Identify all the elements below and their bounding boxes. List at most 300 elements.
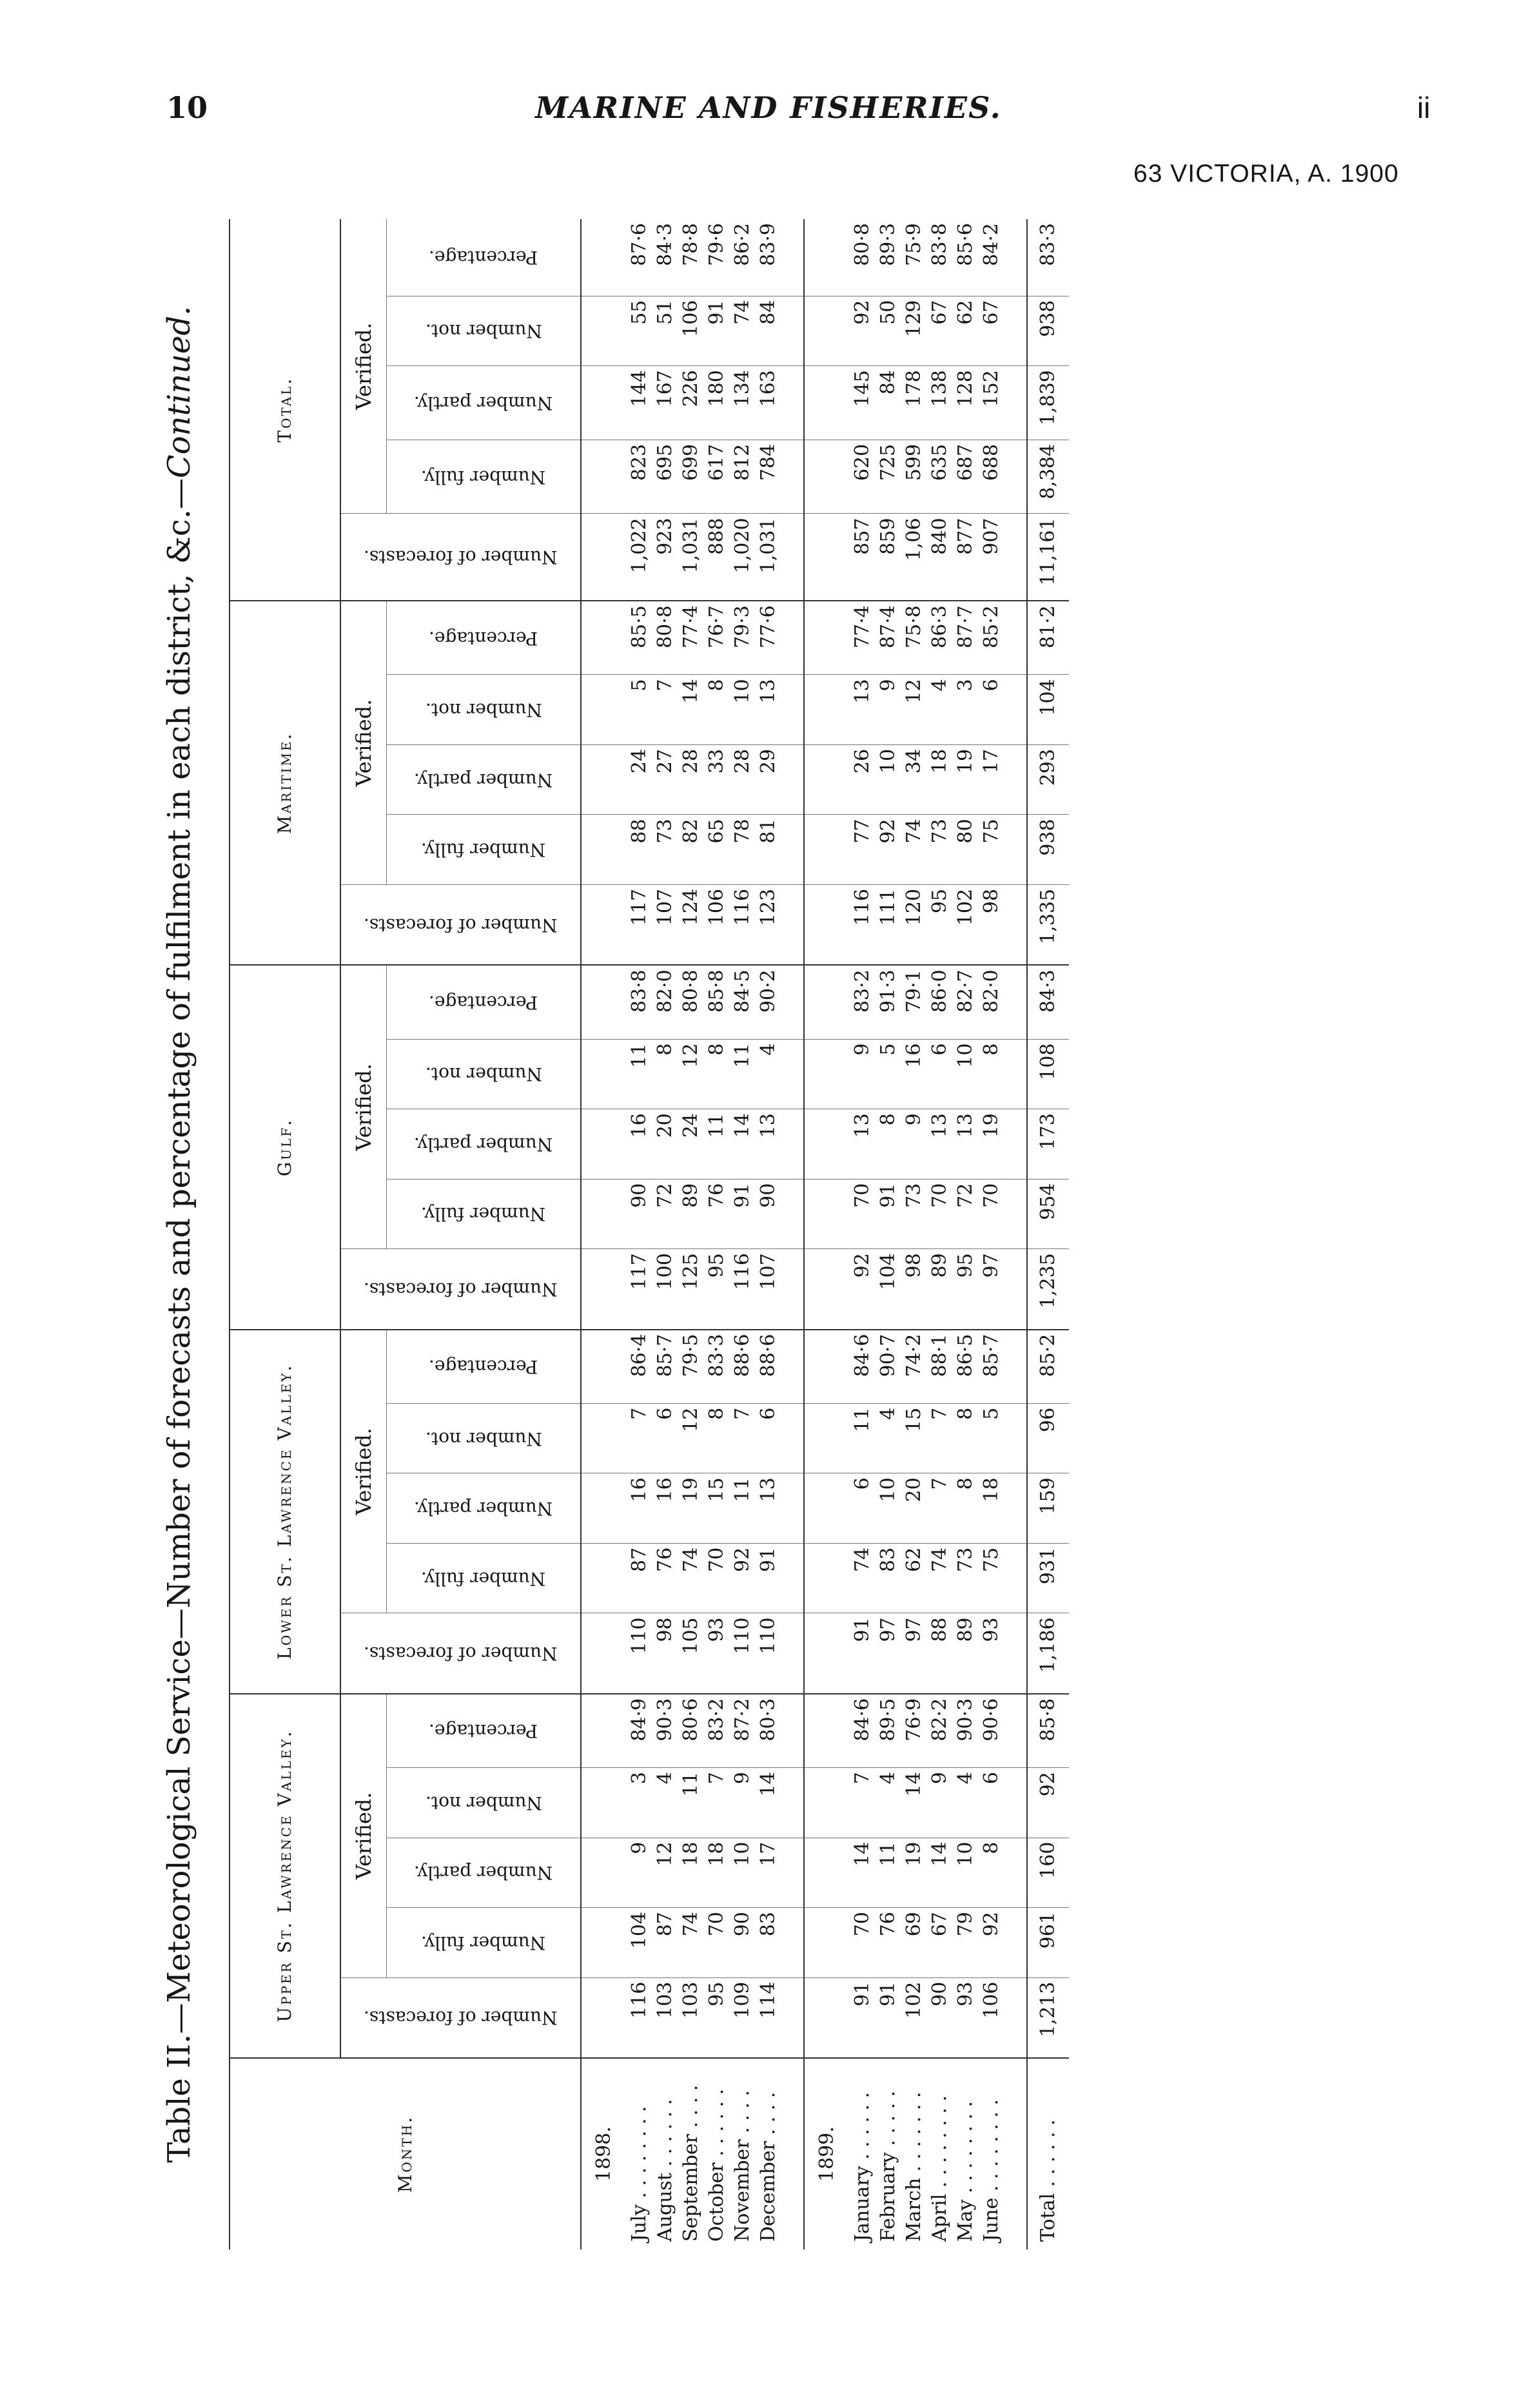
- column-label-text: Number fully.: [421, 466, 546, 488]
- empty-cell: [1004, 366, 1027, 440]
- value-cell: 95: [953, 1249, 979, 1330]
- value-cell: 109: [730, 1977, 756, 2058]
- value-cell: 13: [756, 1473, 781, 1544]
- value-cell: 599: [901, 440, 927, 514]
- value-cell: 11: [678, 1768, 704, 1838]
- empty-cell: [804, 1613, 850, 1694]
- table-row: [678, 219, 704, 2249]
- value-cell: 812: [730, 440, 756, 514]
- value-cell: 8: [704, 675, 730, 745]
- value-cell: 823: [627, 440, 652, 514]
- spacer-row: [781, 219, 804, 2249]
- empty-cell: [781, 1403, 804, 1473]
- empty-cell: [804, 514, 850, 601]
- value-cell: 97: [901, 1613, 927, 1694]
- empty-cell: [1004, 1768, 1027, 1838]
- table-title-text: Table II.—Meteorological Service—Number of forecasts and percentage of fulfilment in each district, &c.—: [161, 478, 197, 2163]
- value-cell: 129: [901, 296, 927, 366]
- value-cell: 145: [850, 366, 876, 440]
- value-cell: 91: [850, 1613, 876, 1694]
- table-row: [979, 219, 1004, 2249]
- value-cell: 699: [678, 440, 704, 514]
- column-label-fully: [387, 440, 582, 514]
- empty-cell: [804, 965, 850, 1039]
- value-cell: 91: [876, 1179, 901, 1249]
- column-label-forecasts: [340, 1613, 581, 1694]
- value-cell: 93: [704, 1613, 730, 1694]
- empty-cell: [804, 1543, 850, 1613]
- value-cell: 9: [730, 1768, 756, 1838]
- value-cell: 92: [979, 1908, 1004, 1978]
- month-cell: November . . . .: [731, 2090, 754, 2242]
- value-cell: 77·4: [678, 601, 704, 675]
- total-value-cell: 1,839: [1027, 366, 1069, 440]
- empty-cell: [804, 1838, 850, 1908]
- column-label-pct: [387, 219, 582, 296]
- district-header: Total.: [230, 219, 340, 601]
- value-cell: 89: [953, 1613, 979, 1694]
- column-label-text: Number fully.: [421, 1568, 546, 1589]
- value-cell: 90: [627, 1179, 652, 1249]
- value-cell: 76·9: [901, 1694, 927, 1768]
- empty-cell: [1004, 1543, 1027, 1613]
- value-cell: 144: [627, 366, 652, 440]
- value-cell: 1,031: [678, 514, 704, 601]
- empty-cell: [581, 366, 627, 440]
- value-cell: 725: [876, 440, 901, 514]
- value-cell: 78: [730, 815, 756, 885]
- value-cell: 73: [901, 1179, 927, 1249]
- value-cell: 104: [627, 1908, 652, 1978]
- empty-cell: [804, 884, 850, 965]
- value-cell: 90·2: [756, 965, 781, 1039]
- value-cell: 84·6: [850, 1330, 876, 1404]
- value-cell: 4: [927, 675, 953, 745]
- value-cell: 90: [756, 1179, 781, 1249]
- value-cell: 180: [704, 366, 730, 440]
- column-label-forecasts: [340, 1249, 581, 1330]
- month-cell: April . . . . . . . .: [928, 2095, 951, 2242]
- value-cell: 123: [756, 884, 781, 965]
- column-label-text: Number of forecasts.: [364, 914, 558, 936]
- value-cell: 77·4: [850, 601, 876, 675]
- value-cell: 92: [876, 815, 901, 885]
- column-label-pct: [387, 601, 582, 675]
- value-cell: 14: [901, 1768, 927, 1838]
- total-value-cell: 83·3: [1027, 219, 1069, 296]
- empty-cell: [781, 965, 804, 1039]
- empty-cell: [581, 965, 627, 1039]
- value-cell: 12: [901, 675, 927, 745]
- value-cell: 90: [730, 1908, 756, 1978]
- value-cell: 12: [678, 1403, 704, 1473]
- value-cell: 14: [927, 1838, 953, 1908]
- value-cell: 6: [979, 1768, 1004, 1838]
- empty-cell: [781, 514, 804, 601]
- total-value-cell: 11,161: [1027, 514, 1069, 601]
- page-number: 10: [166, 90, 208, 125]
- value-cell: 18: [704, 1838, 730, 1908]
- column-label-not: [387, 1403, 582, 1473]
- value-cell: 70: [979, 1179, 1004, 1249]
- value-cell: 87: [652, 1908, 678, 1978]
- value-cell: 74: [901, 815, 927, 885]
- value-cell: 11: [627, 1039, 652, 1109]
- value-cell: 14: [678, 675, 704, 745]
- district-header: Lower St. Lawrence Valley.: [230, 1330, 340, 1694]
- value-cell: 97: [979, 1249, 1004, 1330]
- value-cell: 13: [756, 675, 781, 745]
- value-cell: 75·8: [901, 601, 927, 675]
- value-cell: 75: [979, 1543, 1004, 1613]
- value-cell: 88·1: [927, 1330, 953, 1404]
- value-cell: 82: [678, 815, 704, 885]
- column-label-text: Number partly.: [414, 392, 553, 414]
- empty-cell: [804, 601, 850, 675]
- year-row: [804, 219, 850, 2249]
- total-value-cell: 938: [1027, 815, 1069, 885]
- column-label-text: Percentage.: [429, 1720, 538, 1742]
- value-cell: 24: [627, 744, 652, 815]
- value-cell: 84·6: [850, 1694, 876, 1768]
- value-cell: 78·8: [678, 219, 704, 296]
- value-cell: 4: [876, 1768, 901, 1838]
- column-label-text: Percentage.: [429, 627, 538, 649]
- value-cell: 85·2: [979, 601, 1004, 675]
- total-value-cell: 1,186: [1027, 1613, 1069, 1694]
- empty-cell: [581, 744, 627, 815]
- value-cell: 226: [678, 366, 704, 440]
- column-label-partly: [387, 1109, 582, 1180]
- value-cell: 26: [850, 744, 876, 815]
- month-cell: June . . . . . . . .: [980, 2099, 1003, 2242]
- total-value-cell: 96: [1027, 1403, 1069, 1473]
- column-label-text: Percentage.: [429, 1356, 538, 1378]
- value-cell: 79·3: [730, 601, 756, 675]
- verified-header: Verified.: [340, 1694, 387, 1977]
- column-label-text: Number of forecasts.: [364, 1643, 558, 1665]
- table-row: [652, 219, 678, 2249]
- empty-cell: [1004, 440, 1027, 514]
- value-cell: 50: [876, 296, 901, 366]
- column-label-text: Number not.: [425, 320, 542, 342]
- value-cell: 80·3: [756, 1694, 781, 1768]
- column-label-partly: [387, 1473, 582, 1544]
- value-cell: 82·0: [652, 965, 678, 1039]
- value-cell: 90·7: [876, 1330, 901, 1404]
- empty-cell: [1004, 965, 1027, 1039]
- value-cell: 98: [901, 1249, 927, 1330]
- value-cell: 86·2: [730, 219, 756, 296]
- column-label-fully: [387, 1543, 582, 1613]
- value-cell: 84·5: [730, 965, 756, 1039]
- value-cell: 152: [979, 366, 1004, 440]
- value-cell: 116: [730, 884, 756, 965]
- value-cell: 4: [756, 1039, 781, 1109]
- empty-cell: [781, 675, 804, 745]
- value-cell: 617: [704, 440, 730, 514]
- value-cell: 72: [953, 1179, 979, 1249]
- value-cell: 907: [979, 514, 1004, 601]
- total-value-cell: 160: [1027, 1838, 1069, 1908]
- value-cell: 51: [652, 296, 678, 366]
- value-cell: 84·2: [979, 219, 1004, 296]
- table-row: [850, 219, 876, 2249]
- value-cell: 75: [979, 815, 1004, 885]
- value-cell: 80·6: [678, 1694, 704, 1768]
- value-cell: 83·3: [704, 1330, 730, 1404]
- value-cell: 18: [678, 1838, 704, 1908]
- value-cell: 90·3: [953, 1694, 979, 1768]
- value-cell: 86·4: [627, 1330, 652, 1404]
- value-cell: 13: [756, 1109, 781, 1180]
- value-cell: 10: [730, 1838, 756, 1908]
- column-label-text: Number not.: [425, 1063, 542, 1085]
- value-cell: 10: [953, 1039, 979, 1109]
- value-cell: 13: [850, 1109, 876, 1180]
- value-cell: 19: [901, 1838, 927, 1908]
- value-cell: 124: [678, 884, 704, 965]
- value-cell: 784: [756, 440, 781, 514]
- empty-cell: [1004, 296, 1027, 366]
- value-cell: 62: [953, 296, 979, 366]
- value-cell: 128: [953, 366, 979, 440]
- value-cell: 74: [927, 1543, 953, 1613]
- empty-cell: [581, 1768, 627, 1838]
- value-cell: 6: [979, 675, 1004, 745]
- value-cell: 89: [678, 1179, 704, 1249]
- value-cell: 888: [704, 514, 730, 601]
- value-cell: 102: [901, 1977, 927, 2058]
- value-cell: 19: [678, 1473, 704, 1544]
- value-cell: 19: [953, 744, 979, 815]
- column-label-text: Number partly.: [414, 1498, 553, 1520]
- value-cell: 3: [627, 1768, 652, 1838]
- empty-cell: [581, 1179, 627, 1249]
- value-cell: 83·8: [927, 219, 953, 296]
- empty-cell: [781, 1613, 804, 1694]
- value-cell: 695: [652, 440, 678, 514]
- value-cell: 10: [876, 1473, 901, 1544]
- value-cell: 15: [901, 1403, 927, 1473]
- value-cell: 859: [876, 514, 901, 601]
- value-cell: 73: [953, 1543, 979, 1613]
- total-value-cell: 931: [1027, 1543, 1069, 1613]
- year-label: 1899.: [804, 2058, 850, 2249]
- value-cell: 85·6: [953, 219, 979, 296]
- month-cell: May . . . . . . . .: [954, 2101, 977, 2242]
- value-cell: 5: [627, 675, 652, 745]
- value-cell: 3: [953, 675, 979, 745]
- empty-cell: [1004, 219, 1027, 296]
- value-cell: 83·2: [704, 1694, 730, 1768]
- value-cell: 8: [953, 1403, 979, 1473]
- column-label-text: Number of forecasts.: [364, 2007, 558, 2029]
- value-cell: 16: [901, 1039, 927, 1109]
- empty-cell: [1004, 514, 1027, 601]
- empty-cell: [1004, 1249, 1027, 1330]
- value-cell: 28: [678, 744, 704, 815]
- empty-cell: [781, 1109, 804, 1180]
- value-cell: 840: [927, 514, 953, 601]
- value-cell: 87: [627, 1543, 652, 1613]
- column-label-partly: [387, 1838, 582, 1908]
- value-cell: 7: [652, 675, 678, 745]
- value-cell: 92: [850, 296, 876, 366]
- empty-cell: [581, 815, 627, 885]
- value-cell: 138: [927, 366, 953, 440]
- value-cell: 111: [876, 884, 901, 965]
- empty-cell: [581, 1838, 627, 1908]
- empty-cell: [581, 1039, 627, 1109]
- column-label-forecasts: [340, 514, 581, 601]
- value-cell: 8: [979, 1039, 1004, 1109]
- empty-cell: [1004, 1109, 1027, 1180]
- column-label-partly: [387, 744, 582, 815]
- empty-cell: [804, 1768, 850, 1838]
- empty-cell: [781, 1908, 804, 1978]
- value-cell: 83·9: [756, 219, 781, 296]
- total-value-cell: 938: [1027, 296, 1069, 366]
- value-cell: 76: [652, 1543, 678, 1613]
- empty-cell: [781, 219, 804, 296]
- value-cell: 92: [850, 1249, 876, 1330]
- verified-header: Verified.: [340, 965, 387, 1248]
- value-cell: 104: [876, 1249, 901, 1330]
- value-cell: 134: [730, 366, 756, 440]
- table-row: [704, 219, 730, 2249]
- empty-cell: [1004, 1613, 1027, 1694]
- value-cell: 110: [756, 1613, 781, 1694]
- value-cell: 84·9: [627, 1694, 652, 1768]
- value-cell: 70: [850, 1908, 876, 1978]
- value-cell: 106: [704, 884, 730, 965]
- value-cell: 91: [730, 1179, 756, 1249]
- total-value-cell: 81·2: [1027, 601, 1069, 675]
- table-row: [901, 219, 927, 2249]
- total-value-cell: 1,235: [1027, 1249, 1069, 1330]
- empty-cell: [804, 1179, 850, 1249]
- value-cell: 84: [756, 296, 781, 366]
- value-cell: 16: [652, 1473, 678, 1544]
- empty-cell: [781, 884, 804, 965]
- value-cell: 11: [876, 1838, 901, 1908]
- empty-cell: [804, 1694, 850, 1768]
- value-cell: 877: [953, 514, 979, 601]
- value-cell: 67: [979, 296, 1004, 366]
- value-cell: 4: [876, 1403, 901, 1473]
- empty-cell: [581, 601, 627, 675]
- value-cell: 857: [850, 514, 876, 601]
- empty-cell: [581, 675, 627, 745]
- value-cell: 83: [756, 1908, 781, 1978]
- value-cell: 6: [927, 1039, 953, 1109]
- value-cell: 80: [953, 815, 979, 885]
- column-label-fully: [387, 1908, 582, 1978]
- value-cell: 85·7: [652, 1330, 678, 1404]
- empty-cell: [581, 1543, 627, 1613]
- session-label: 63 VICTORIA, A. 1900: [1133, 160, 1399, 188]
- total-value-cell: 1,213: [1027, 1977, 1069, 2058]
- value-cell: 103: [678, 1977, 704, 2058]
- value-cell: 84·3: [652, 219, 678, 296]
- value-cell: 100: [652, 1249, 678, 1330]
- empty-cell: [781, 1473, 804, 1544]
- district-header: Upper St. Lawrence Valley.: [230, 1694, 340, 2058]
- value-cell: 107: [756, 1249, 781, 1330]
- value-cell: 923: [652, 514, 678, 601]
- district-header: Maritime.: [230, 601, 340, 965]
- value-cell: 8: [876, 1109, 901, 1180]
- column-label-fully: [387, 1179, 582, 1249]
- empty-cell: [804, 1908, 850, 1978]
- value-cell: 8: [704, 1039, 730, 1109]
- total-value-cell: 85·2: [1027, 1330, 1069, 1404]
- value-cell: 12: [678, 1039, 704, 1109]
- empty-cell: [804, 296, 850, 366]
- empty-cell: [804, 1249, 850, 1330]
- value-cell: 90·3: [652, 1694, 678, 1768]
- value-cell: 74: [850, 1543, 876, 1613]
- table-row: [756, 219, 781, 2249]
- value-cell: 116: [730, 1249, 756, 1330]
- value-cell: 88·6: [756, 1330, 781, 1404]
- empty-cell: [781, 296, 804, 366]
- total-value-cell: 159: [1027, 1473, 1069, 1544]
- value-cell: 70: [704, 1908, 730, 1978]
- empty-cell: [781, 1330, 804, 1404]
- value-cell: 103: [652, 1977, 678, 2058]
- value-cell: 18: [927, 744, 953, 815]
- column-label-pct: [387, 1330, 582, 1404]
- empty-cell: [804, 744, 850, 815]
- value-cell: 89·3: [876, 219, 901, 296]
- value-cell: 77·6: [756, 601, 781, 675]
- value-cell: 7: [927, 1473, 953, 1544]
- value-cell: 117: [627, 1249, 652, 1330]
- empty-cell: [1004, 744, 1027, 815]
- value-cell: 97: [876, 1613, 901, 1694]
- value-cell: 8: [704, 1403, 730, 1473]
- value-cell: 4: [652, 1768, 678, 1838]
- value-cell: 178: [901, 366, 927, 440]
- value-cell: 80·8: [652, 601, 678, 675]
- total-label: Total . . . . . .: [1027, 2058, 1069, 2249]
- empty-cell: [581, 1403, 627, 1473]
- table-head: [230, 219, 581, 2249]
- empty-cell: [581, 1977, 627, 2058]
- empty-cell: [1004, 601, 1027, 675]
- value-cell: 75·9: [901, 219, 927, 296]
- value-cell: 83·2: [850, 965, 876, 1039]
- value-cell: 87·2: [730, 1694, 756, 1768]
- value-cell: 11: [730, 1473, 756, 1544]
- rotated-table-block: [161, 219, 1270, 2249]
- column-label-pct: [387, 965, 582, 1039]
- column-label-text: Number fully.: [421, 1203, 546, 1225]
- empty-cell: [804, 1977, 850, 2058]
- value-cell: 16: [627, 1109, 652, 1180]
- value-cell: 83·8: [627, 965, 652, 1039]
- empty-cell: [1004, 1403, 1027, 1473]
- empty-cell: [781, 815, 804, 885]
- column-label-partly: [387, 366, 582, 440]
- value-cell: 13: [953, 1109, 979, 1180]
- value-cell: 117: [627, 884, 652, 965]
- empty-cell: [804, 440, 850, 514]
- value-cell: 87·7: [953, 601, 979, 675]
- value-cell: 6: [652, 1403, 678, 1473]
